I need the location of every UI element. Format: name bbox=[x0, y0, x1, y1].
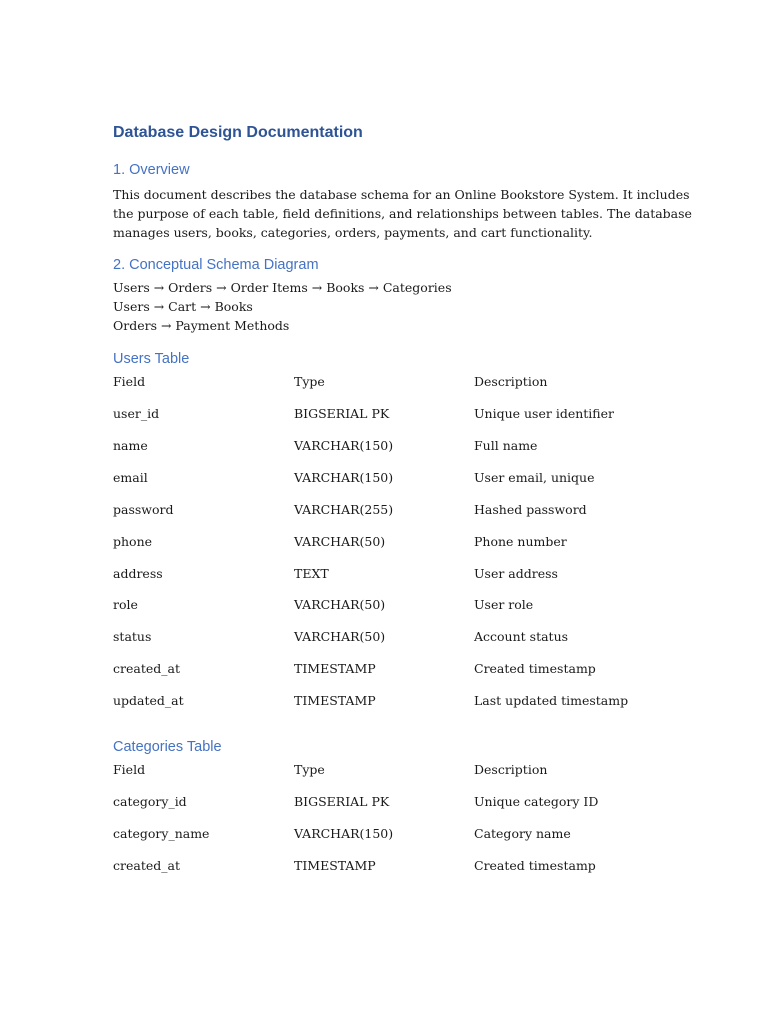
schema-line: Users → Cart → Books bbox=[113, 299, 253, 314]
type-cell: BIGSERIAL PK bbox=[294, 794, 390, 809]
description-cell: User email, unique bbox=[474, 470, 595, 485]
field-cell: role bbox=[113, 597, 138, 612]
column-header: Field bbox=[113, 374, 146, 389]
schema-line: Orders → Payment Methods bbox=[113, 318, 290, 333]
description-cell: Full name bbox=[474, 438, 538, 453]
type-cell: VARCHAR(150) bbox=[294, 438, 394, 453]
field-cell: updated_at bbox=[113, 693, 184, 708]
description-cell: Created timestamp bbox=[474, 858, 596, 873]
type-cell: TEXT bbox=[294, 566, 329, 581]
table-row bbox=[113, 564, 653, 584]
type-cell: VARCHAR(150) bbox=[294, 470, 394, 485]
table-row bbox=[113, 436, 653, 456]
categories-table-heading: Categories Table bbox=[113, 739, 222, 755]
field-cell: phone bbox=[113, 534, 153, 549]
field-cell: category_id bbox=[113, 794, 187, 809]
overview-line: manages users, books, categories, orders, payments, and cart functionality. bbox=[113, 225, 593, 240]
table-row bbox=[113, 691, 653, 711]
table-row bbox=[113, 595, 653, 615]
document-title: Database Design Documentation bbox=[113, 124, 363, 141]
field-cell: password bbox=[113, 502, 174, 517]
table-row bbox=[113, 404, 653, 424]
table-row bbox=[113, 659, 653, 679]
description-cell: Account status bbox=[474, 629, 569, 644]
field-cell: email bbox=[113, 470, 148, 485]
overview-heading: 1. Overview bbox=[113, 162, 190, 178]
type-cell: TIMESTAMP bbox=[294, 693, 376, 708]
type-cell: VARCHAR(50) bbox=[294, 534, 386, 549]
overview-paragraph bbox=[113, 185, 692, 242]
type-cell: VARCHAR(255) bbox=[294, 502, 394, 517]
field-cell: address bbox=[113, 566, 163, 581]
column-header: Description bbox=[474, 374, 548, 389]
column-header: Type bbox=[294, 374, 325, 389]
description-cell: Phone number bbox=[474, 534, 567, 549]
type-cell: BIGSERIAL PK bbox=[294, 406, 390, 421]
description-cell: User address bbox=[474, 566, 558, 581]
overview-line: This document describes the database schema for an Online Bookstore System. It includes bbox=[113, 187, 690, 202]
description-cell: Unique user identifier bbox=[474, 406, 614, 421]
overview-line: the purpose of each table, field definitions, and relationships between tables. The database bbox=[113, 206, 692, 221]
type-cell: TIMESTAMP bbox=[294, 858, 376, 873]
table-row bbox=[113, 856, 653, 876]
description-cell: Hashed password bbox=[474, 502, 587, 517]
users-table-heading: Users Table bbox=[113, 351, 190, 367]
type-cell: VARCHAR(50) bbox=[294, 629, 386, 644]
table-row bbox=[113, 792, 653, 812]
type-cell: VARCHAR(50) bbox=[294, 597, 386, 612]
description-cell: Category name bbox=[474, 826, 571, 841]
field-cell: user_id bbox=[113, 406, 160, 421]
table-row bbox=[113, 468, 653, 488]
description-cell: Unique category ID bbox=[474, 794, 599, 809]
column-header: Type bbox=[294, 762, 325, 777]
description-cell: Last updated timestamp bbox=[474, 693, 629, 708]
categories-table-header-row bbox=[113, 760, 653, 780]
schema-heading: 2. Conceptual Schema Diagram bbox=[113, 257, 319, 273]
field-cell: status bbox=[113, 629, 152, 644]
users-table-header-row bbox=[113, 372, 653, 392]
table-row bbox=[113, 824, 653, 844]
field-cell: created_at bbox=[113, 858, 180, 873]
schema-relationships bbox=[113, 278, 653, 335]
column-header: Description bbox=[474, 762, 548, 777]
field-cell: created_at bbox=[113, 661, 180, 676]
table-row bbox=[113, 532, 653, 552]
description-cell: User role bbox=[474, 597, 534, 612]
table-row bbox=[113, 500, 653, 520]
schema-line: Users → Orders → Order Items → Books → Categories bbox=[113, 280, 452, 295]
field-cell: name bbox=[113, 438, 148, 453]
type-cell: TIMESTAMP bbox=[294, 661, 376, 676]
table-row bbox=[113, 627, 653, 647]
description-cell: Created timestamp bbox=[474, 661, 596, 676]
type-cell: VARCHAR(150) bbox=[294, 826, 394, 841]
field-cell: category_name bbox=[113, 826, 210, 841]
column-header: Field bbox=[113, 762, 146, 777]
